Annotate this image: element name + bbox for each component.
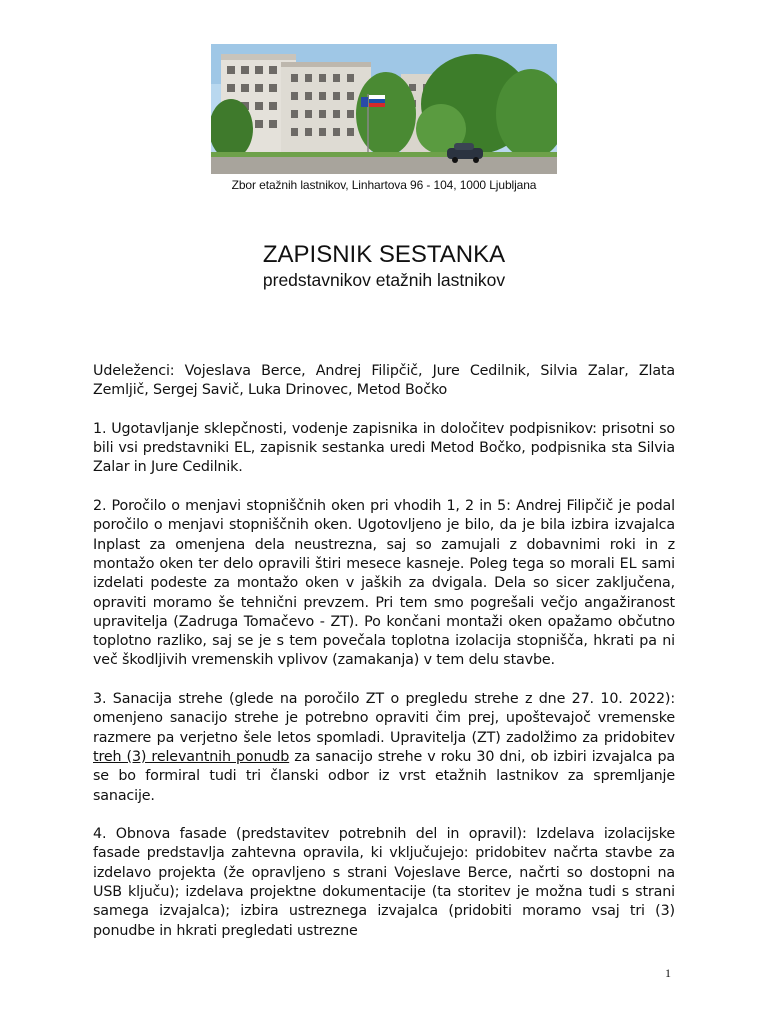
agenda-item-3-text-before: 3. Sanacija strehe (glede na poročilo ZT o pregledu strehe z dne 27. 10. 2022): omenjeno sanacijo strehe je potrebno opraviti čim prej, upoštevajoč vremenske razmere pa verjetno šele letos spomladi. Upravitelja (ZT) zadolžimo za pridobitev <box>93 691 675 746</box>
agenda-item-3-underlined: treh (3) relevantnih ponudb <box>93 748 290 765</box>
agenda-item-3 <box>93 690 675 806</box>
header-caption: Zbor etažnih lastnikov, Linhartova 96 - 104, 1000 Ljubljana <box>231 178 537 192</box>
agenda-item-4: 4. Obnova fasade (predstavitev potrebnih del in opravil): Izdelava izolacijske fasade predstavlja zahtevna opravila, ki vključujejo: pridobitev načrta stavbe za izdelavo projekta (že opravljeno s strani Vojeslave Berce, načrti so dostopni na USB ključu); izdelava projektne dokumentacije (ta storitev je možna tudi s strani samega izvajalca); izbira ustreznega izvajalca (pridobiti moramo vsaj tri (3) ponudbe in hkrati pregledati ustrezne <box>93 826 675 939</box>
header-photo <box>211 44 557 174</box>
agenda-item-2: 2. Poročilo o menjavi stopniščnih oken pri vhodih 1, 2 in 5: Andrej Filipčič je podal poročilo o menjavi stopniščnih oken. Ugotovljeno je bilo, da je bila izbira izvajalca Inplast za omenjena dela neustrezna, saj so zamujali z dobavnimi roki in z montažo oken ter delo opravili štiri mesece kasneje. Poleg tega so morali EL sami izdelati podeste za montažo oken v jaških za dvigala. Dela so sicer zaključena, opraviti moramo še tehnični prevzem. Pri tem smo pogrešali večjo angažiranost upravitelja (Zadruga Tomačevo - ZT). Po končani montaži oken opažamo občutno toplotno razliko, saj se je s tem povečala toplotna izolacija stopnišča, hkrati pa ni več škodljivih vremenskih vplivov (zamakanja) v tem delu stavbe. <box>93 498 675 669</box>
agenda-item-1: 1. Ugotavljanje sklepčnosti, vodenje zapisnika in določitev podpisnikov: prisotni so bili vsi predstavniki EL, zapisnik sestanka uredi Metod Bočko, podpisnika sta Silvia Zalar in Jure Cedilnik. <box>93 420 675 476</box>
document-body <box>93 362 675 960</box>
agenda-item-3-text-after: za sanacijo strehe v roku 30 dni, ob izbiri izvajalca pa se bo formiral tudi tri članski odbor iz vrst etažnih lastnikov za spremljanje sanacije. <box>93 748 675 804</box>
attendees-paragraph: Udeleženci: Vojeslava Berce, Andrej Filipčič, Jure Cedilnik, Silvia Zalar, Zlata Zemljič, Sergej Savič, Luka Drinovec, Metod Bočko <box>93 363 675 399</box>
building-photo-illustration <box>211 44 557 174</box>
document-subtitle: predstavnikov etažnih lastnikov <box>262 270 506 290</box>
document-title: ZAPISNIK SESTANKA <box>262 241 506 268</box>
page-number: 1 <box>665 966 671 980</box>
